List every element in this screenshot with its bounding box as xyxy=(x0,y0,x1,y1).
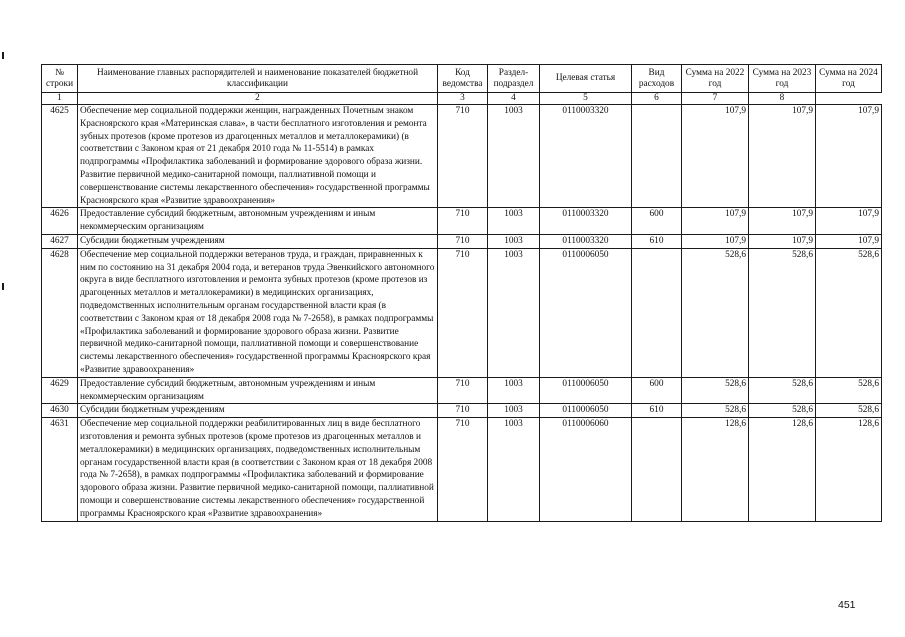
row-sum-2024: 107,9 xyxy=(816,105,882,208)
column-number: 5 xyxy=(540,93,632,105)
row-sum-2024: 128,6 xyxy=(816,418,882,521)
row-sum-2024: 107,9 xyxy=(816,208,882,235)
table-row xyxy=(42,234,882,248)
row-target-article: 0110003320 xyxy=(540,234,632,248)
header-target-article: Целевая статья xyxy=(540,65,632,93)
row-name: Предоставление субсидий бюджетным, автономным учреждениям и иным некоммерческим организациям xyxy=(78,377,438,404)
row-section: 1003 xyxy=(488,248,540,377)
row-dept-code: 710 xyxy=(438,377,488,404)
row-sum-2023: 528,6 xyxy=(749,404,816,418)
row-sum-2023: 107,9 xyxy=(749,234,816,248)
row-target-article: 0110006050 xyxy=(540,377,632,404)
row-dept-code: 710 xyxy=(438,248,488,377)
row-section: 1003 xyxy=(488,208,540,235)
header-sum-2024: Сумма на 2024 год xyxy=(816,65,882,93)
column-number: 8 xyxy=(749,93,816,105)
row-target-article: 0110003320 xyxy=(540,105,632,208)
scan-edge-mark xyxy=(2,283,4,290)
row-number: 4625 xyxy=(42,105,78,208)
row-section: 1003 xyxy=(488,377,540,404)
row-expense-type: 610 xyxy=(632,404,682,418)
column-number: 6 xyxy=(632,93,682,105)
row-expense-type xyxy=(632,248,682,377)
row-dept-code: 710 xyxy=(438,404,488,418)
row-name: Обеспечение мер социальной поддержки реабилитированных лиц в виде бесплатного изготовления и ремонта зубных протезов (кроме протезов из драгоценных металлов и металлокерамики) в медицинских организациях, подведомственных исполнительным органам государственной власти края (в соответствии с Законом края от 18 декабря 2008 года № 7-2658), в рамках подпрограммы «Профилактика заболеваний и формирование здорового образа жизни. Развитие первичной медико-санитарной помощи, паллиативной помощи и совершенствование системы лекарственного обеспечения» государственной программы Красноярского края «Развитие здравоохранения» xyxy=(78,418,438,521)
row-sum-2023: 528,6 xyxy=(749,248,816,377)
row-name: Предоставление субсидий бюджетным, автономным учреждениям и иным некоммерческим организациям xyxy=(78,208,438,235)
row-target-article: 0110006050 xyxy=(540,248,632,377)
row-target-article: 0110006050 xyxy=(540,404,632,418)
row-expense-type: 600 xyxy=(632,208,682,235)
column-number: 4 xyxy=(488,93,540,105)
column-number-row xyxy=(42,93,882,105)
row-number: 4629 xyxy=(42,377,78,404)
row-sum-2022: 528,6 xyxy=(682,404,749,418)
row-sum-2024: 528,6 xyxy=(816,404,882,418)
table-header-row xyxy=(42,65,882,93)
row-sum-2024: 528,6 xyxy=(816,377,882,404)
row-sum-2023: 107,9 xyxy=(749,208,816,235)
row-number: 4631 xyxy=(42,418,78,521)
table-row xyxy=(42,377,882,404)
row-expense-type: 600 xyxy=(632,377,682,404)
header-sum-2023: Сумма на 2023 год xyxy=(749,65,816,93)
row-name: Субсидии бюджетным учреждениям xyxy=(78,234,438,248)
row-target-article: 0110003320 xyxy=(540,208,632,235)
row-dept-code: 710 xyxy=(438,418,488,521)
header-row-number: № строки xyxy=(42,65,78,93)
row-sum-2022: 107,9 xyxy=(682,208,749,235)
row-section: 1003 xyxy=(488,404,540,418)
row-number: 4626 xyxy=(42,208,78,235)
table-row xyxy=(42,105,882,208)
row-number: 4627 xyxy=(42,234,78,248)
column-number: 7 xyxy=(682,93,749,105)
column-number: 2 xyxy=(78,93,438,105)
row-section: 1003 xyxy=(488,418,540,521)
row-sum-2022: 107,9 xyxy=(682,105,749,208)
row-sum-2022: 528,6 xyxy=(682,377,749,404)
row-target-article: 0110006060 xyxy=(540,418,632,521)
header-expense-type: Вид расходов xyxy=(632,65,682,93)
page-number: 451 xyxy=(838,599,856,611)
column-number: 3 xyxy=(438,93,488,105)
row-sum-2022: 528,6 xyxy=(682,248,749,377)
row-section: 1003 xyxy=(488,234,540,248)
row-number: 4630 xyxy=(42,404,78,418)
table-row xyxy=(42,208,882,235)
header-name: Наименование главных распорядителей и наименование показателей бюджетной классификации xyxy=(78,65,438,93)
header-dept-code: Код ведомства xyxy=(438,65,488,93)
row-sum-2023: 128,6 xyxy=(749,418,816,521)
column-number: 1 xyxy=(42,93,78,105)
row-sum-2024: 107,9 xyxy=(816,234,882,248)
row-expense-type xyxy=(632,418,682,521)
row-sum-2023: 528,6 xyxy=(749,377,816,404)
table-row xyxy=(42,418,882,521)
row-name: Субсидии бюджетным учреждениям xyxy=(78,404,438,418)
table-row xyxy=(42,404,882,418)
row-name: Обеспечение мер социальной поддержки ветеранов труда, и граждан, приравненных к ним по состоянию на 31 декабря 2004 года, и ветеранов труда Эвенкийского автономного округа в виде бесплатного изготовления и ремонта зубных протезов (кроме протезов из драгоценных металлов и металлокерамики) в медицинских организациях, подведомственных исполнительным органам государственной власти края (в соответствии с Законом края от 18 декабря 2008 года № 7-2658), в рамках подпрограммы «Профилактика заболеваний и формирование здорового образа жизни. Развитие первичной медико-санитарной помощи, паллиативной помощи и совершенствование системы лекарственного обеспечения» государственной программы Красноярского края «Развитие здравоохранения» xyxy=(78,248,438,377)
row-number: 4628 xyxy=(42,248,78,377)
row-expense-type: 610 xyxy=(632,234,682,248)
row-dept-code: 710 xyxy=(438,208,488,235)
row-section: 1003 xyxy=(488,105,540,208)
table-row xyxy=(42,248,882,377)
row-sum-2023: 107,9 xyxy=(749,105,816,208)
row-expense-type xyxy=(632,105,682,208)
row-dept-code: 710 xyxy=(438,105,488,208)
row-sum-2022: 107,9 xyxy=(682,234,749,248)
budget-table xyxy=(41,64,882,522)
header-sum-2022: Сумма на 2022 год xyxy=(682,65,749,93)
scan-edge-mark xyxy=(2,52,4,59)
header-section: Раздел-подраздел xyxy=(488,65,540,93)
row-sum-2024: 528,6 xyxy=(816,248,882,377)
row-sum-2022: 128,6 xyxy=(682,418,749,521)
row-name: Обеспечение мер социальной поддержки женщин, награжденных Почетным знаком Красноярского края «Материнская слава», в части бесплатного изготовления и ремонта зубных протезов (кроме протезов из драгоценных металлов и металлокерамики) (в соответствии с Законом края от 21 декабря 2010 года № 11-5514) в рамках подпрограммы «Профилактика заболеваний и формирование здорового образа жизни. Развитие первичной медико-санитарной помощи, паллиативной помощи и совершенствование системы лекарственного обеспечения» государственной программы Красноярского края «Развитие здравоохранения» xyxy=(78,105,438,208)
row-dept-code: 710 xyxy=(438,234,488,248)
